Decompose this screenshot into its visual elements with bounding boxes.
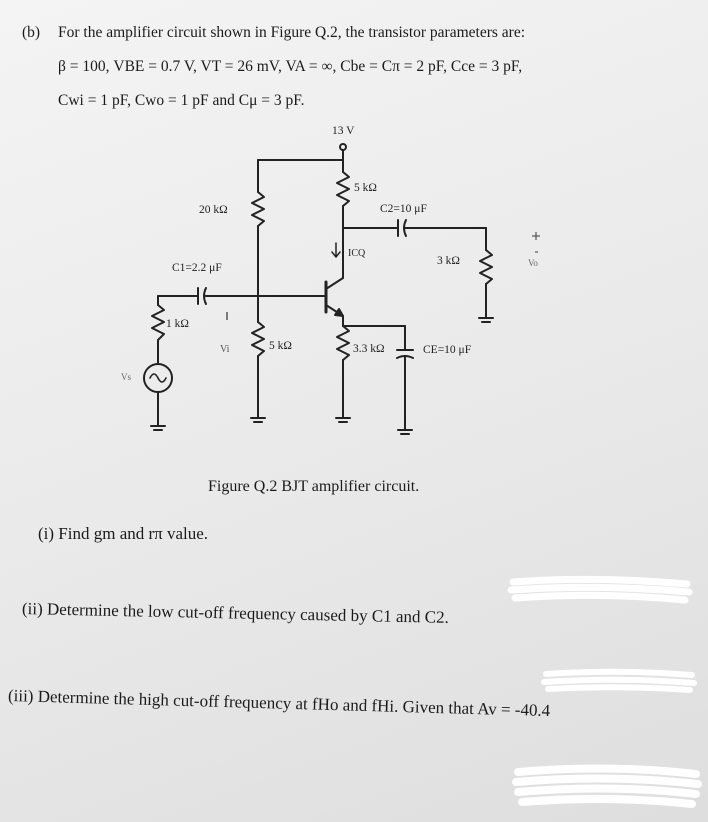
transistor-params-line-2: Cwi = 1 pF, Cwo = 1 pF and Cμ = 3 pF. [58,92,305,109]
question-part-label: (b) [22,24,41,41]
rl-resistor [480,250,492,284]
redaction-mark-1 [505,572,695,610]
vs-label: Vs [121,372,132,382]
redaction-mark-2 [540,666,700,696]
vo-label: Vo [528,258,538,268]
re-resistor [337,326,349,360]
ce-label: CE=10 μF [423,344,472,356]
rc-label: 5 kΩ [354,182,377,194]
c2-label: C2=10 μF [380,203,427,215]
vi-label: Vi [220,344,230,355]
supply-voltage-label: 13 V [332,125,355,137]
r2-resistor [252,322,264,356]
r2-label: 5 kΩ [269,340,292,352]
figure-caption: Figure Q.2 BJT amplifier circuit. [208,478,420,495]
redaction-mark-3 [508,762,703,812]
transistor-collector-lead [326,278,343,289]
rs-resistor [152,305,164,340]
r1-label: 20 kΩ [199,204,228,216]
r1-resistor [252,192,264,226]
task-iii: (iii) Determine the high cut-off frequency at fHo and fHi. Given that Av = -40.4 [7,686,551,721]
c1-label: C1=2.2 μF [172,262,222,274]
rs-label: 1 kΩ [166,318,189,330]
transistor-params-line-1: β = 100, VBE = 0.7 V, VT = 26 mV, VA = ∞, Cbe = Cπ = 2 pF, Cce = 3 pF, [58,58,523,75]
emitter-arrow-icon [335,309,343,316]
task-ii: (ii) Determine the low cut-off frequency caused by C1 and C2. [21,599,450,627]
rc-resistor [337,172,349,206]
icq-label: ICQ [348,248,366,259]
rl-label: 3 kΩ [437,255,460,267]
task-i: (i) Find gm and rπ value. [38,524,209,543]
re-label: 3.3 kΩ [353,343,385,355]
question-intro: For the amplifier circuit shown in Figure Q.2, the transistor parameters are: [58,24,526,41]
